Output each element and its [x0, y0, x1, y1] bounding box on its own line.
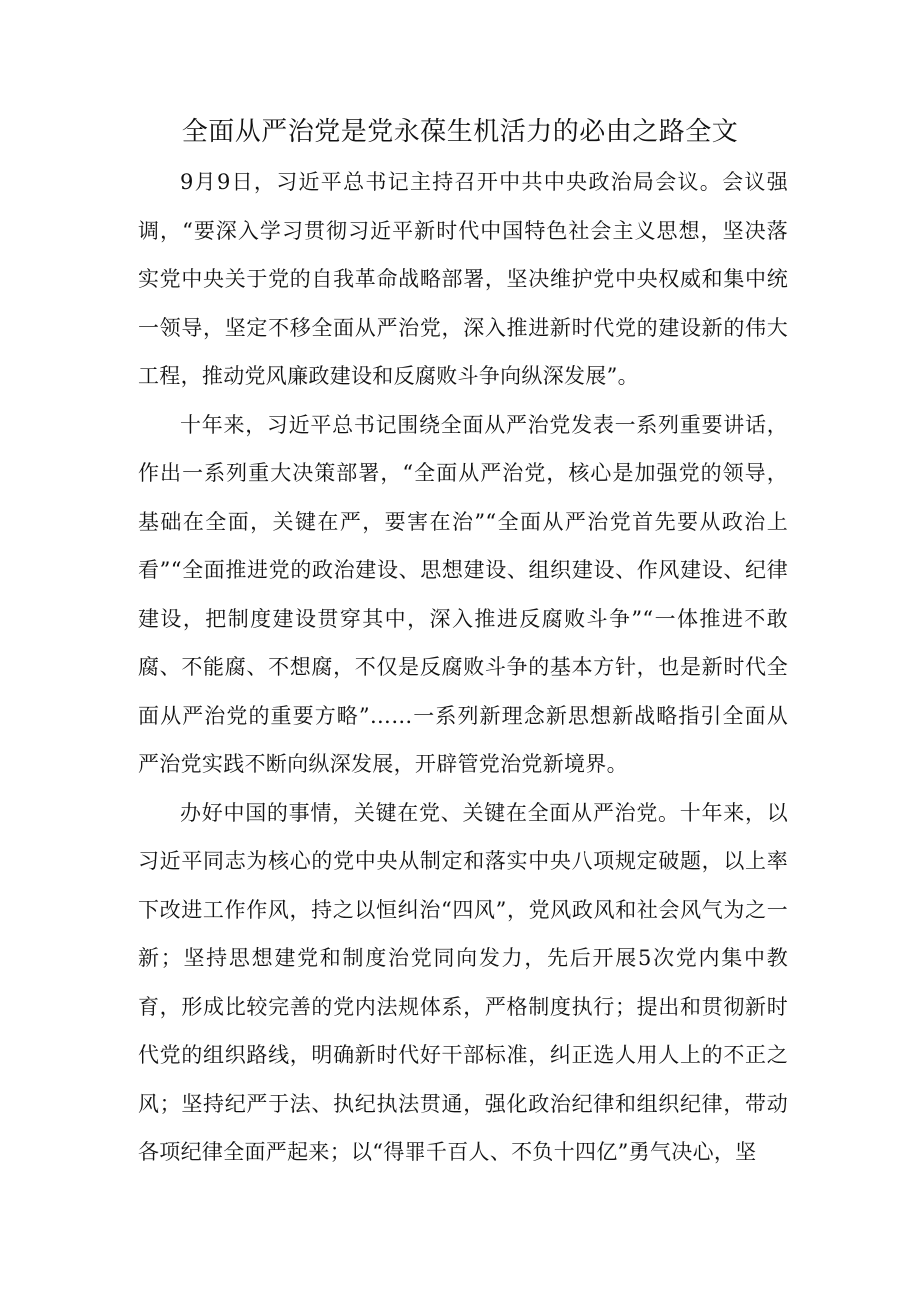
paragraph-1: 9月9日，习近平总书记主持召开中共中央政治局会议。会议强调，“要深入学习贯彻习近平新时代中国特色社会主义思想，坚决落实党中央关于党的自我革命战略部署，坚决维护党中央权威和集中统一领导，坚定不移全面从严治党，深入推进新时代党的建设新的伟大工程，推动党风廉政建设和反腐败斗争向纵深发展”。: [138, 170, 788, 388]
document-body: [138, 158, 788, 1177]
document-title: 全面从严治党是党永葆生机活力的必由之路全文: [181, 117, 739, 147]
paragraph-3: 办好中国的事情，关键在党、关键在全面从严治党。十年来，以习近平同志为核心的党中央从制定和落实中央八项规定破题，以上率下改进工作作风，持之以恒纠治“四风”，党风政风和社会风气为之一新；坚持思想建党和制度治党同向发力，先后开展5次党内集中教育，形成比较完善的党内法规体系，严格制度执行；提出和贯彻新时代党的组织路线，明确新时代好干部标准，纠正选人用人上的不正之风；坚持纪严于法、执纪执法贯通，强化政治纪律和组织纪律，带动各项纪律全面严起来；以“得罪千百人、不负十四亿”勇气决心，坚: [138, 800, 788, 1164]
paragraph-2: 十年来，习近平总书记围绕全面从严治党发表一系列重要讲话，作出一系列重大决策部署，“全面从严治党，核心是加强党的领导，基础在全面，关键在严，要害在治”“全面从严治党首先要从政治上看”“全面推进党的政治建设、思想建设、组织建设、作风建设、纪律建设，把制度建设贯穿其中，深入推进反腐败斗争”“一体推进不敢腐、不能腐、不想腐，不仅是反腐败斗争的基本方针，也是新时代全面从严治党的重要方略”……一系列新理念新思想新战略指引全面从严治党实践不断向纵深发展，开辟管党治党新境界。: [138, 412, 788, 776]
